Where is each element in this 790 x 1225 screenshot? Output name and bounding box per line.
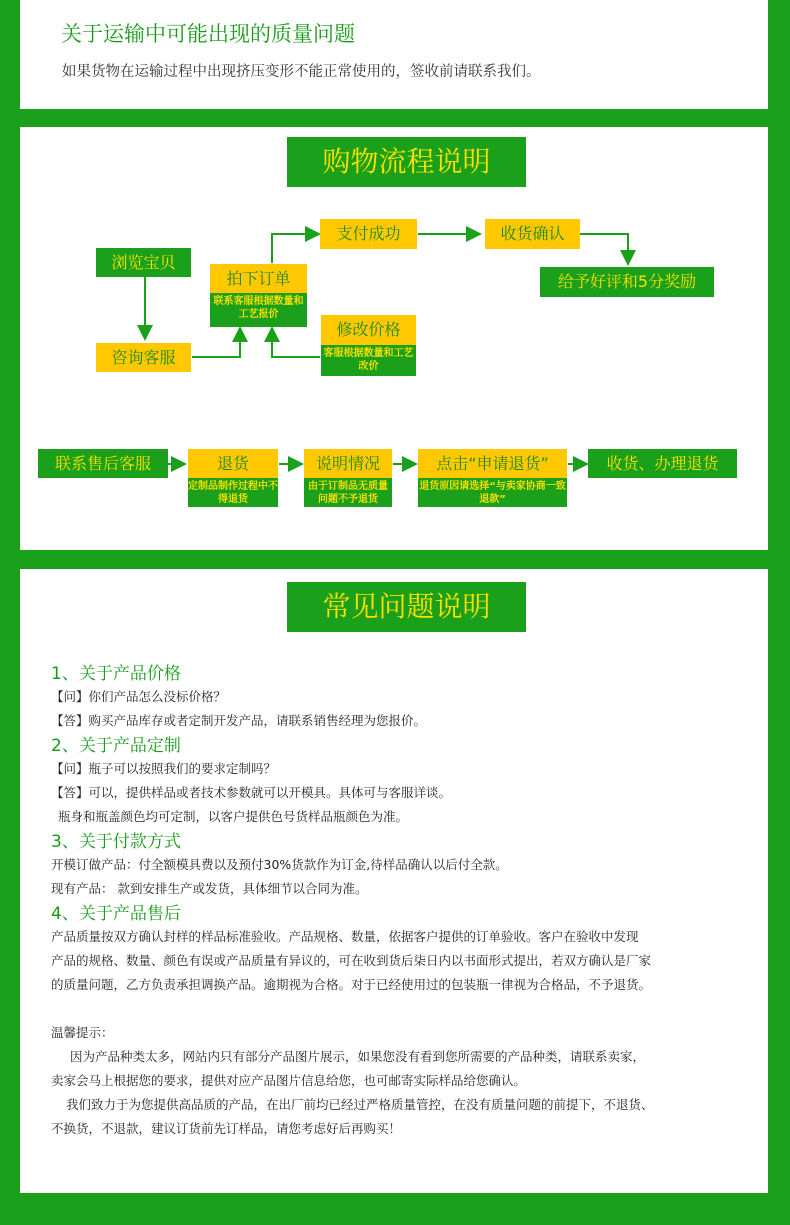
step-modify-price: 修改价格 — [321, 315, 416, 345]
faq-custom-question: 【问】瓶子可以按照我们的要求定制吗？ — [51, 761, 277, 776]
faq-price-question: 【问】你们产品怎么没标价格？ — [51, 689, 227, 704]
step-apply-return: 点击“申请退货” — [418, 449, 567, 478]
step-browse: 浏览宝贝 — [96, 248, 191, 277]
order-note: 联系客服根据数量和工艺报价 — [210, 293, 307, 327]
faq-payment-line-1: 开模订做产品：付全额模具费以及预付30%货款作为订金,待样品确认以后付全款。 — [51, 857, 508, 872]
step-consult: 咨询客服 — [96, 343, 191, 372]
tip-title: 温馨提示： — [51, 1025, 114, 1040]
step-pay-success: 支付成功 — [320, 219, 417, 249]
faq-section-price: 1、关于产品价格 — [51, 664, 181, 684]
transport-title: 关于运输中可能出现的质量问题 — [61, 22, 355, 46]
faq-title: 常见问题说明 — [287, 582, 526, 632]
faq-aftersale-line-3: 的质量问题，乙方负责承担调换产品。逾期视为合格。对于已经使用过的包装瓶一律视为合格品，不予退货。 — [51, 977, 652, 992]
faq-custom-answer: 【答】可以，提供样品或者技术参数就可以开模具。具体可与客服详谈。 — [51, 785, 452, 800]
faq-aftersale-line-2: 产品的规格、数量、颜色有误或产品质量有异议的，可在收到货后柒日内以书面形式提出，若双方确认是厂家 — [51, 953, 652, 968]
faq-section-aftersale: 4、关于产品售后 — [51, 904, 181, 924]
step-finish-return: 收货、办理退货 — [588, 449, 737, 478]
tip-line-2: 卖家会马上根据您的要求，提供对应产品图片信息给您，也可邮寄实际样品给您确认。 — [51, 1073, 527, 1088]
step-return: 退货 — [188, 449, 278, 478]
step-review-reward: 给予好评和5分奖励 — [540, 267, 714, 297]
modify-note: 客服根据数量和工艺改价 — [321, 345, 416, 376]
apply-note: 退货原因请选择“与卖家协商一致退款” — [418, 478, 567, 507]
return-note: 定制品制作过程中不得退货 — [188, 478, 278, 507]
faq-section-custom: 2、关于产品定制 — [51, 736, 181, 756]
transport-notice-panel — [20, 0, 768, 109]
faq-panel — [20, 569, 768, 1193]
tip-line-3: 我们致力于为您提供高品质的产品，在出厂前均已经过严格质量管控，在没有质量问题的前提下，不退货、 — [66, 1097, 654, 1112]
faq-aftersale-line-1: 产品质量按双方确认封样的样品标准验收。产品规格、数量，依据客户提供的订单验收。客户在验收中发现 — [51, 929, 639, 944]
faq-section-payment: 3、关于付款方式 — [51, 832, 181, 852]
tip-line-4: 不换货，不退款，建议订货前先订样品，请您考虑好后再购买！ — [51, 1121, 402, 1136]
step-explain: 说明情况 — [304, 449, 392, 478]
step-receive-confirm: 收货确认 — [485, 219, 580, 249]
step-place-order: 拍下订单 — [210, 264, 307, 293]
step-contact-aftersale: 联系售后客服 — [38, 449, 168, 478]
flow-title: 购物流程说明 — [287, 137, 526, 187]
tip-line-1: 因为产品种类太多，网站内只有部分产品图片展示，如果您没有看到您所需要的产品种类，请联系卖家， — [70, 1049, 646, 1064]
shopping-flow-panel — [20, 127, 768, 550]
faq-payment-line-2: 现有产品： 款到安排生产或发货，具体细节以合同为准。 — [51, 881, 368, 896]
faq-price-answer: 【答】购买产品库存或者定制开发产品，请联系销售经理为您报价。 — [51, 713, 427, 728]
transport-text: 如果货物在运输过程中出现挤压变形不能正常使用的，签收前请联系我们。 — [62, 64, 541, 80]
explain-note: 由于订制品无质量问题不予退货 — [304, 478, 392, 507]
faq-custom-answer-2: 瓶身和瓶盖颜色均可定制，以客户提供色号货样品瓶颜色为准。 — [58, 809, 409, 824]
